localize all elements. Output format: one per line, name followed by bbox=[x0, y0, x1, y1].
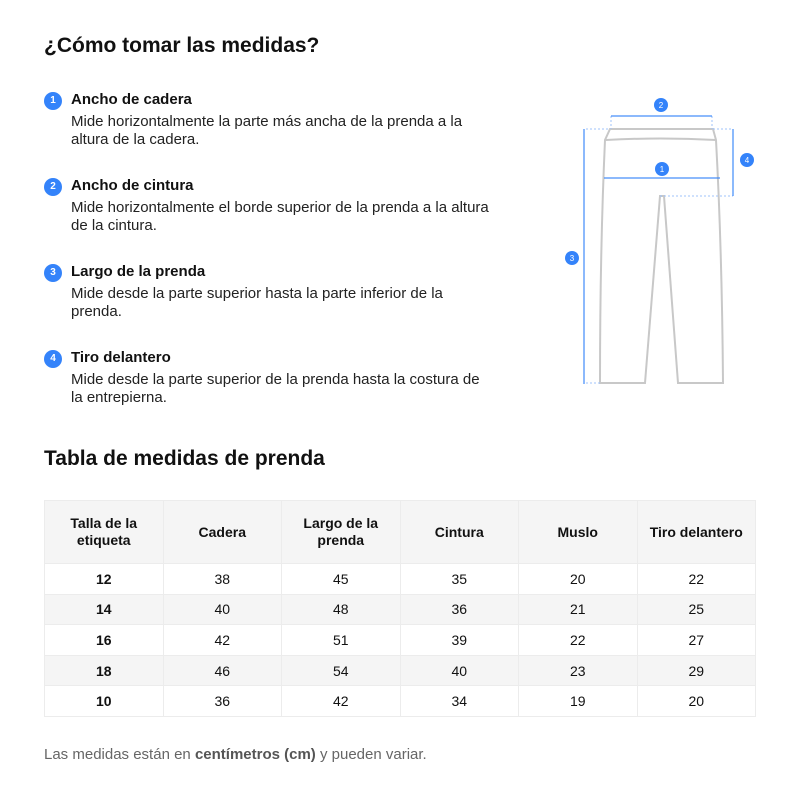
value-cell: 46 bbox=[163, 655, 282, 686]
label-3: 3 bbox=[569, 254, 575, 263]
value-cell: 48 bbox=[282, 594, 401, 625]
step-title: Ancho de cintura bbox=[71, 177, 194, 194]
label-4: 4 bbox=[744, 156, 750, 165]
value-cell: 22 bbox=[637, 564, 756, 595]
step-number: 2 bbox=[44, 178, 62, 196]
value-cell: 54 bbox=[282, 655, 401, 686]
value-cell: 40 bbox=[400, 655, 519, 686]
size-table bbox=[44, 500, 756, 717]
value-cell: 27 bbox=[637, 625, 756, 656]
value-cell: 36 bbox=[163, 686, 282, 717]
value-cell: 22 bbox=[519, 625, 638, 656]
column-header: Cintura bbox=[400, 501, 519, 564]
step-desc: Mide horizontalmente la parte más ancha de la prenda a la altura de la cadera. bbox=[71, 113, 463, 148]
table-row bbox=[45, 594, 756, 625]
value-cell: 45 bbox=[282, 564, 401, 595]
table-row bbox=[45, 686, 756, 717]
guide-title: ¿Cómo tomar las medidas? bbox=[44, 34, 320, 57]
step-title: Tiro delantero bbox=[71, 349, 171, 366]
value-cell: 40 bbox=[163, 594, 282, 625]
column-header: Tiro delantero bbox=[637, 501, 756, 564]
column-header: Muslo bbox=[519, 501, 638, 564]
size-cell: 14 bbox=[45, 594, 164, 625]
step-number: 4 bbox=[44, 350, 62, 368]
step-number: 3 bbox=[44, 264, 62, 282]
column-header: Largo de la prenda bbox=[282, 501, 401, 564]
step-desc: Mide desde la parte superior de la prenda hasta la costura de la entrepierna. bbox=[71, 371, 480, 406]
value-cell: 35 bbox=[400, 564, 519, 595]
value-cell: 19 bbox=[519, 686, 638, 717]
label-1: 1 bbox=[659, 165, 665, 174]
table-row bbox=[45, 625, 756, 656]
size-cell: 16 bbox=[45, 625, 164, 656]
column-header: Cadera bbox=[163, 501, 282, 564]
value-cell: 36 bbox=[400, 594, 519, 625]
value-cell: 51 bbox=[282, 625, 401, 656]
step-desc: Mide desde la parte superior hasta la parte inferior de la prenda. bbox=[71, 285, 443, 320]
column-header: Talla de la etiqueta bbox=[45, 501, 164, 564]
size-cell: 12 bbox=[45, 564, 164, 595]
value-cell: 20 bbox=[637, 686, 756, 717]
table-row bbox=[45, 655, 756, 686]
step-desc: Mide horizontalmente el borde superior de la prenda a la altura de la cintura. bbox=[71, 199, 489, 234]
table-title: Tabla de medidas de prenda bbox=[44, 447, 325, 470]
units-note: Las medidas están en centímetros (cm) y pueden variar. bbox=[44, 746, 427, 763]
value-cell: 34 bbox=[400, 686, 519, 717]
value-cell: 25 bbox=[637, 594, 756, 625]
value-cell: 38 bbox=[163, 564, 282, 595]
step-number: 1 bbox=[44, 92, 62, 110]
value-cell: 29 bbox=[637, 655, 756, 686]
value-cell: 39 bbox=[400, 625, 519, 656]
value-cell: 20 bbox=[519, 564, 638, 595]
value-cell: 42 bbox=[282, 686, 401, 717]
label-2: 2 bbox=[658, 101, 664, 110]
size-cell: 10 bbox=[45, 686, 164, 717]
value-cell: 21 bbox=[519, 594, 638, 625]
value-cell: 23 bbox=[519, 655, 638, 686]
step-title: Largo de la prenda bbox=[71, 263, 206, 280]
value-cell: 42 bbox=[163, 625, 282, 656]
table-row bbox=[45, 564, 756, 595]
size-cell: 18 bbox=[45, 655, 164, 686]
step-title: Ancho de cadera bbox=[71, 91, 192, 108]
